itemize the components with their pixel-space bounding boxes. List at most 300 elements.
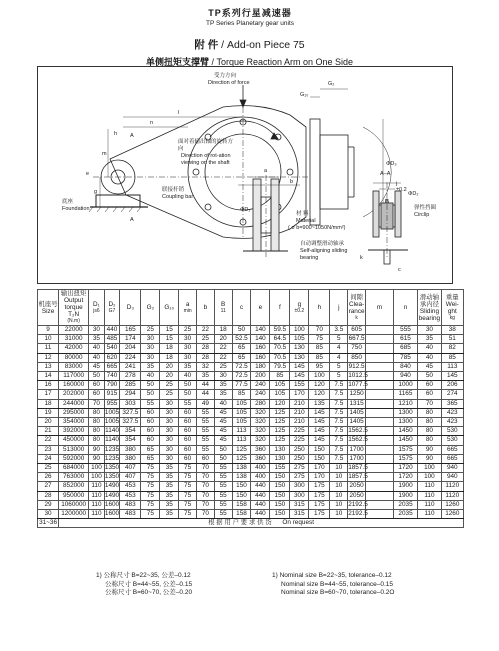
series-header — [150, 6, 350, 27]
table-cell-empty — [365, 464, 393, 473]
table-cell: 50 — [418, 372, 441, 381]
table-cell: 70.5 — [270, 344, 290, 353]
table-cell: 450000 — [59, 436, 89, 445]
table-header-cell — [232, 290, 251, 326]
table-cell: 665 — [441, 445, 463, 454]
dim-g10: G₁₀ — [300, 92, 309, 98]
table-cell: 70 — [89, 399, 105, 408]
table-cell: 1300 — [393, 418, 417, 427]
table-cell: 790 — [104, 381, 120, 390]
table-cell: 60 — [418, 381, 441, 390]
table-cell: 955 — [104, 399, 120, 408]
table-cell: 295000 — [59, 408, 89, 417]
table-cell: 25 — [38, 464, 59, 473]
header-en: c — [239, 304, 244, 311]
table-cell: 175 — [309, 510, 330, 519]
table-cell: 4 — [330, 344, 348, 353]
table-cell: 1405 — [349, 418, 364, 426]
table-cell: 7.5 — [330, 418, 348, 427]
table-cell: 175 — [309, 500, 330, 509]
table-cell: 70 — [197, 510, 215, 519]
table-cell: 60 — [89, 390, 105, 399]
table-cell: 7.5 — [330, 399, 348, 408]
table-cell: 85 — [232, 390, 251, 399]
table-row — [38, 510, 464, 519]
table-cell: 26 — [38, 473, 59, 482]
table-cell: 1900 — [393, 491, 417, 500]
table-cell-size-range: 31~36 — [39, 519, 58, 527]
table-cell: 125 — [270, 436, 290, 445]
table-cell: 940 — [393, 372, 417, 381]
table-cell: 1260 — [441, 510, 463, 519]
table-cell: 55 — [214, 482, 232, 491]
table-cell: 22000 — [59, 326, 89, 335]
table-cell: 64.5 — [270, 335, 290, 344]
table-cell: 210 — [290, 408, 309, 417]
table-row — [38, 408, 464, 417]
table-cell: 224 — [120, 353, 141, 362]
page-subtitle-en: / Torque Reaction Arm on One Side — [211, 57, 354, 67]
table-cell: 100 — [89, 464, 105, 473]
table-header-cell — [179, 290, 197, 326]
table-header-cell — [197, 290, 215, 326]
table-cell: 1562.5 — [348, 436, 368, 444]
table-cell: 2035 — [393, 510, 417, 519]
table-cell: 60 — [179, 418, 197, 427]
table-cell: 32 — [197, 362, 215, 371]
table-cell: 140 — [251, 335, 270, 344]
table-row — [38, 464, 464, 473]
table-cell: 210 — [290, 399, 309, 408]
table-cell: 25 — [179, 326, 197, 335]
table-cell: 1720 — [393, 473, 417, 482]
table-cell-empty — [365, 372, 393, 381]
table-cell: 45 — [214, 427, 232, 436]
table-cell: 1235 — [104, 454, 120, 462]
table-cell: 294 — [120, 390, 141, 399]
table-cell: 22 — [197, 326, 215, 335]
table-cell: 30 — [418, 326, 441, 335]
series-title-cn: TP系列行星减速器 — [208, 8, 292, 18]
table-cell: 605 — [348, 326, 366, 335]
table-cell: 392000 — [59, 427, 89, 436]
bearing-label-en: Self-aligning sliding bearing — [300, 248, 348, 261]
table-cell: 615 — [393, 335, 417, 344]
table-cell: 278 — [120, 372, 141, 381]
table-cell: 75 — [179, 482, 197, 491]
table-header-cell — [270, 290, 290, 326]
table-cell: 1720 — [393, 464, 417, 473]
table-cell: 1575 — [393, 454, 417, 463]
header-en: j — [338, 304, 340, 311]
table-cell: 592000 — [59, 454, 89, 463]
table-cell: 113 — [441, 362, 463, 371]
table-cell: 365 — [441, 399, 463, 408]
table-cell: 21 — [38, 427, 59, 436]
table-cell: 667.5 — [348, 335, 365, 343]
table-cell: 72.5 — [232, 372, 251, 381]
table-cell: 7.5 — [330, 436, 348, 445]
table-cell: 145 — [441, 372, 463, 381]
dim-g2: G₂ — [328, 81, 335, 87]
table-header-cell — [214, 290, 232, 326]
dim-a-section-2: A — [130, 217, 134, 223]
table-cell: 175 — [309, 491, 330, 500]
table-cell: 7.5 — [330, 408, 348, 417]
table-cell: 5 — [330, 335, 348, 344]
table-cell: 158 — [232, 510, 251, 519]
header-en: Sliding bearing — [418, 307, 441, 322]
table-cell: 75 — [179, 510, 197, 519]
table-cell: 70.5 — [270, 353, 290, 362]
table-cell: 15 — [160, 326, 179, 335]
table-row — [38, 454, 464, 463]
material-spec: ( σ b=900~1050N/mm²) — [288, 225, 346, 231]
table-cell: 55 — [214, 491, 232, 500]
table-cell: 35 — [418, 335, 441, 344]
table-cell-empty — [365, 418, 393, 427]
table-cell: 29 — [38, 500, 59, 509]
table-cell: 35 — [160, 464, 179, 473]
section-label: A–A — [380, 171, 391, 177]
table-cell: 1575 — [393, 445, 417, 454]
table-cell: 75 — [141, 491, 160, 500]
table-cell: 50 — [214, 454, 232, 463]
table-cell: 85 — [309, 344, 330, 353]
table-cell: 130 — [270, 445, 290, 454]
table-cell: 55 — [197, 436, 215, 445]
table-cell: 65 — [141, 454, 160, 463]
table-cell: 160 — [251, 353, 270, 362]
table-cell: 30 — [160, 454, 179, 463]
table-cell: 125 — [270, 427, 290, 436]
table-cell: 60 — [141, 408, 160, 417]
table-cell: 55 — [179, 399, 197, 408]
table-cell: 440 — [104, 326, 120, 335]
table-cell: 45 — [418, 362, 441, 371]
header-cn: 机座号 — [38, 300, 58, 308]
table-cell: 18 — [214, 326, 232, 335]
table-cell: 225 — [290, 436, 309, 445]
header-en: h — [317, 304, 322, 311]
page-title-cn: 附 件 — [194, 39, 219, 51]
table-cell: 763000 — [59, 473, 89, 482]
table-cell: 145 — [309, 418, 330, 427]
notes-en — [272, 572, 394, 598]
table-cell: 55 — [141, 399, 160, 408]
table-header-cell — [141, 290, 160, 326]
header-cn: 滑动轴承内径 — [419, 293, 439, 308]
table-cell: 2192.5 — [348, 500, 368, 508]
table-cell: 22 — [214, 344, 232, 353]
table-cell: 5 — [330, 372, 348, 381]
table-cell-empty — [365, 482, 393, 491]
table-cell: 30 — [141, 344, 160, 353]
table-cell: 35 — [160, 491, 179, 500]
table-cell: 170 — [309, 473, 330, 482]
table-cell: 1405 — [349, 408, 364, 416]
table-cell-empty — [365, 353, 393, 362]
table-cell: 145 — [309, 427, 330, 436]
table-cell: 77.5 — [232, 381, 251, 390]
table-cell: 50 — [141, 381, 160, 390]
table-cell: 20 — [160, 362, 179, 371]
table-row — [38, 445, 464, 454]
table-header-cell — [89, 290, 105, 326]
table-cell: 105 — [232, 408, 251, 417]
table-cell: 30 — [160, 408, 179, 417]
section-b-detail — [238, 175, 300, 257]
foundation-label-en: Foundation — [62, 206, 90, 212]
table-cell: 20 — [38, 418, 59, 427]
table-cell: 2050 — [349, 491, 364, 499]
table-cell: 80 — [418, 427, 441, 436]
circlip-label-cn: 弹性挡圈 — [414, 205, 437, 211]
table-cell: 90 — [418, 454, 441, 463]
header-cn: 输出扭矩 — [60, 290, 87, 297]
table-cell: 100 — [89, 473, 105, 482]
table-cell: 145 — [309, 436, 330, 445]
table-cell: 1857.5 — [348, 473, 368, 481]
dim-d1: ΦD₁ — [240, 207, 251, 213]
table-cell: 10 — [330, 500, 348, 509]
on-request-cn: 根 据 用 户 要 求 供 货 — [208, 519, 272, 527]
header-en: D₂ — [108, 300, 116, 308]
header-sym: T₂N — [68, 311, 80, 318]
table-cell: 145 — [309, 408, 330, 417]
table-cell: 204 — [120, 344, 141, 353]
table-header-cell — [393, 290, 417, 326]
table-row — [38, 390, 464, 399]
table-cell: 940 — [441, 473, 463, 482]
table-header-cell — [160, 290, 179, 326]
circlip-label-en: Circlip — [414, 212, 430, 218]
force-label-en: Direction of force — [208, 80, 250, 86]
table-cell: 90 — [89, 445, 105, 454]
note-cn-1: 1) 公称尺寸 B=22~35, 公差–0.12 — [96, 572, 191, 579]
table-cell: 110 — [418, 482, 441, 491]
table-cell: 28 — [38, 491, 59, 500]
table-cell: 4 — [330, 353, 348, 362]
table-row — [38, 381, 464, 390]
table-cell: 165 — [120, 326, 141, 335]
table-cell: 620 — [104, 353, 120, 362]
table-cell: 240 — [251, 381, 270, 390]
table-cell-empty — [365, 491, 393, 500]
table-cell: 150 — [270, 482, 290, 491]
table-cell: 1140 — [105, 436, 119, 444]
dim-b-section: B — [385, 199, 389, 205]
table-cell: 20 — [214, 335, 232, 344]
table-cell: 31000 — [59, 335, 89, 344]
table-cell-empty — [365, 335, 393, 344]
table-cell: 200 — [251, 372, 270, 381]
header-en: m — [376, 304, 383, 311]
table-cell: 540 — [104, 344, 120, 353]
table-cell: 380 — [120, 445, 141, 454]
table-cell: 60 — [418, 390, 441, 399]
table-cell: 1600 — [104, 510, 120, 518]
table-cell: 135 — [309, 399, 330, 408]
table-cell-empty — [365, 408, 393, 417]
table-cell: 49 — [197, 399, 215, 408]
table-cell: 35 — [179, 362, 197, 371]
dim-b: b — [290, 179, 294, 185]
technical-drawing — [37, 66, 453, 284]
table-cell: 950000 — [59, 491, 89, 500]
table-cell: 1315 — [349, 399, 364, 407]
table-cell: 30 — [179, 353, 197, 362]
series-title-en: TP Series Planetary gear units — [205, 20, 295, 27]
table-header-cell — [290, 290, 309, 326]
table-cell: 380 — [120, 454, 141, 463]
table-cell: 175 — [309, 482, 330, 491]
table-cell: 35 — [214, 390, 232, 399]
table-cell: 55 — [197, 408, 215, 417]
note-cn-3: 公称尺寸 B=60~70, 公差–0.20 — [105, 589, 193, 596]
notes-cn — [96, 572, 192, 598]
table-cell: 40 — [179, 372, 197, 381]
table-cell: 170 — [309, 464, 330, 473]
header-cn: 间隙 — [350, 293, 363, 301]
table-cell: 1490 — [104, 482, 120, 490]
table-cell: 23 — [38, 445, 59, 454]
table-cell: 85 — [309, 353, 330, 362]
table-cell: 75 — [179, 473, 197, 482]
table-cell: 28 — [197, 344, 215, 353]
table-cell: 70 — [197, 464, 215, 473]
table-cell: 1260 — [441, 500, 463, 509]
table-cell: 150 — [309, 454, 330, 463]
table-header-cell — [365, 290, 393, 326]
table-cell: 55 — [197, 445, 215, 454]
table-cell: 320 — [251, 436, 270, 445]
table-cell: 852000 — [59, 482, 89, 491]
table-row — [38, 473, 464, 482]
table-cell: 530 — [441, 427, 463, 436]
table-cell: 360 — [251, 454, 270, 463]
table-cell: 130 — [290, 344, 309, 353]
table-row — [38, 418, 464, 427]
table-cell: 80000 — [59, 353, 89, 362]
table-cell: 1200000 — [59, 510, 89, 519]
table-cell: 22 — [214, 353, 232, 362]
table-cell: 150 — [270, 500, 290, 509]
table-cell: 407 — [120, 464, 141, 473]
table-cell: 1060000 — [59, 500, 89, 509]
drawing-svg — [38, 67, 454, 285]
table-cell: 75 — [141, 482, 160, 491]
table-cell: 25 — [214, 362, 232, 371]
table-cell-empty — [365, 390, 393, 399]
table-cell: 19 — [38, 408, 59, 417]
table-cell: 30 — [179, 335, 197, 344]
table-cell: 300 — [290, 482, 309, 491]
table-cell: 7.5 — [330, 390, 348, 399]
table-cell: 17 — [38, 390, 59, 399]
header-en: Size — [41, 307, 55, 315]
table-cell: 120 — [270, 399, 290, 408]
table-cell: 110 — [89, 510, 105, 519]
table-cell: 100 — [309, 372, 330, 381]
table-header-cell — [251, 290, 270, 326]
table-cell: 35 — [197, 372, 215, 381]
table-row-on-request — [38, 519, 464, 528]
table-cell: 45 — [214, 418, 232, 427]
table-cell-empty — [365, 344, 393, 353]
table-cell: 30 — [160, 427, 179, 436]
table-cell: 30 — [89, 326, 105, 335]
table-cell: 75 — [141, 500, 160, 509]
table-cell: 1005 — [104, 418, 120, 426]
table-cell: 400 — [251, 464, 270, 473]
table-cell: 160 — [251, 344, 270, 353]
bearing-label-cn: 自动调整滑动轴承 — [300, 241, 345, 247]
table-cell: 60 — [197, 454, 215, 463]
table-header-cell — [330, 290, 348, 326]
table-cell: 320 — [251, 408, 270, 417]
table-cell: 38 — [441, 326, 463, 335]
table-cell: 1490 — [104, 491, 120, 499]
table-cell: 155 — [270, 464, 290, 473]
table-cell: 685 — [393, 344, 417, 353]
table-cell: 105 — [270, 381, 290, 390]
table-cell: 440 — [251, 491, 270, 500]
table-cell: 915 — [104, 390, 120, 399]
on-request-en: On request — [282, 519, 314, 527]
header-unit: (N.m) — [67, 318, 80, 324]
table-row — [38, 491, 464, 500]
table-cell: 12 — [38, 353, 59, 362]
table-cell: 320 — [251, 418, 270, 427]
table-cell: 125 — [232, 454, 251, 463]
dim-m: m — [102, 151, 107, 157]
table-cell: 513000 — [59, 445, 89, 454]
table-row — [38, 344, 464, 353]
table-cell: 100 — [290, 326, 309, 335]
dim-h: h — [114, 131, 118, 137]
table-cell: 125 — [270, 408, 290, 417]
table-cell: 75 — [141, 473, 160, 482]
header-sub: ±0.2 — [294, 307, 305, 314]
header-sub: js6 — [93, 307, 100, 314]
table-cell: 40 — [418, 353, 441, 362]
note-en-3: Nominal size B=60~70, tolerance–0.2O — [281, 589, 395, 596]
table-cell: 40 — [214, 399, 232, 408]
table-cell: 35 — [160, 473, 179, 482]
table-cell: 423 — [441, 408, 463, 417]
header-en: Clea-rance — [348, 300, 365, 315]
table-cell: 1000 — [393, 381, 417, 390]
dim-a-section-1: A — [130, 133, 134, 139]
table-cell: 35 — [160, 510, 179, 519]
table-cell: 83000 — [59, 362, 89, 371]
table-cell-on-request — [59, 519, 464, 528]
table-cell: 1210 — [393, 399, 417, 408]
table-cell: 30 — [160, 399, 179, 408]
table-cell: 11 — [38, 344, 59, 353]
table-cell: 274 — [441, 390, 463, 399]
table-row — [38, 500, 464, 509]
force-label-cn: 受力方向 — [214, 73, 237, 79]
table-cell: 360 — [251, 445, 270, 454]
table-cell: 120 — [309, 381, 330, 390]
table-cell: 1450 — [393, 427, 417, 436]
table-cell: 105 — [232, 399, 251, 408]
table-row — [38, 436, 464, 445]
table-cell: 555 — [393, 326, 417, 335]
table-cell: 55 — [197, 418, 215, 427]
